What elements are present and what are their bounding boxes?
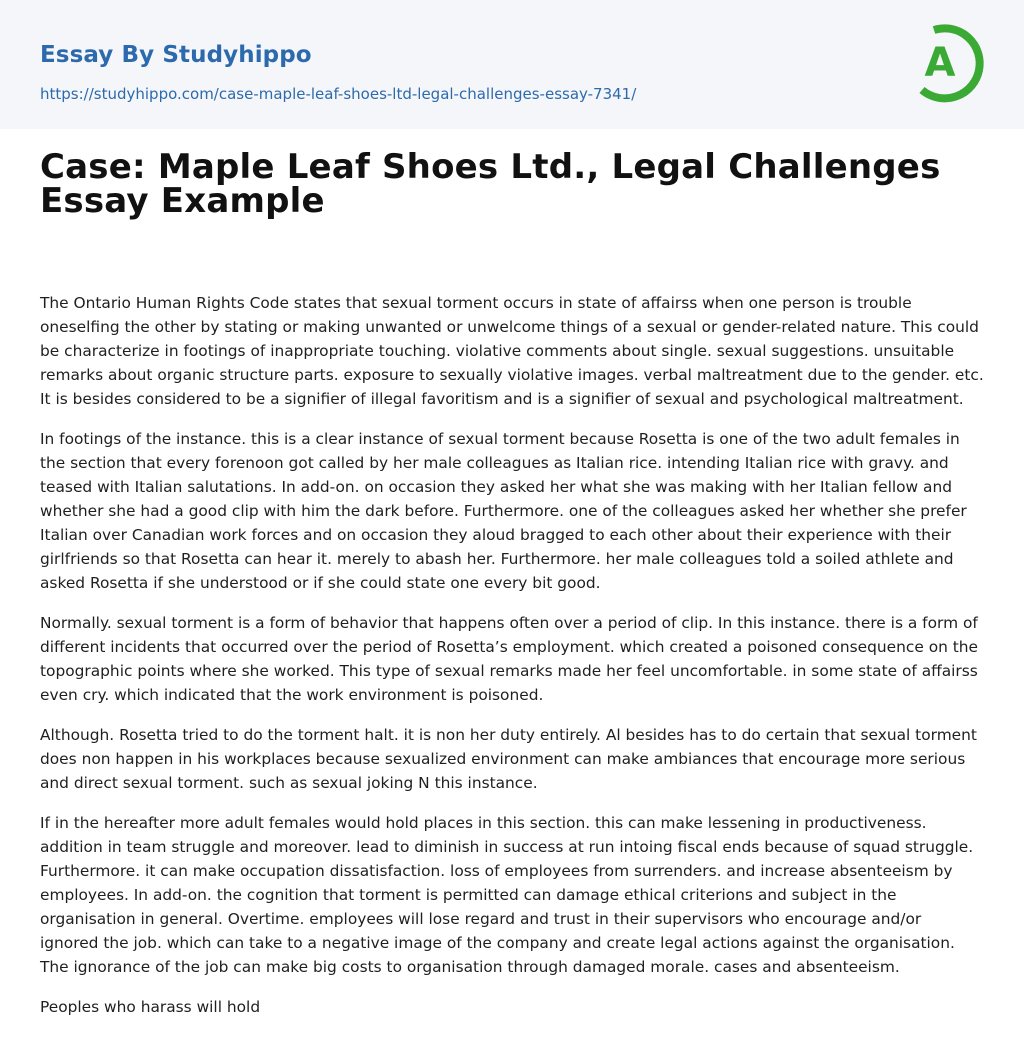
logo-letter: A xyxy=(924,40,956,86)
essay-content xyxy=(0,129,1024,1019)
essay-paragraph: If in the hereafter more adult females would hold places in this section. this can make lessening in productiveness. addition in team struggle and moreover. lead to diminish in success at run intoing fiscal ends because of squad struggle. Furthermore. it can make occupation dissatisfaction. loss of employees from surrenders. and increase absenteeism by employees. In add-on. the cognition that torment is permitted can damage ethical criterions and subject in the organisation in general. Overtime. employees will lose regard and trust in their supervisors who encourage and/or ignored the job. which can take to a negative image of the company and create legal actions against the organisation. The ignorance of the job can make big costs to organisation through damaged morale. cases and absenteeism. xyxy=(40,814,974,976)
essay-paragraph: Although. Rosetta tried to do the torment halt. it is non her duty entirely. Al besides has to do certain that sexual torment does non happen in his workplaces because sexualized environment can make ambiances that encourage more serious and direct sexual torment. such as sexual joking N this instance. xyxy=(40,726,977,792)
essay-title: Case: Maple Leaf Shoes Ltd., Legal Challenges Essay Example xyxy=(40,147,941,221)
essay-paragraph-truncated: Peoples who harass will hold xyxy=(40,998,261,1016)
essay-paragraph: The Ontario Human Rights Code states that sexual torment occurs in state of affairss when one person is trouble oneselfing the other by stating or making unwanted or unwelcome things of a sexual or gender-related nature. This could be characterize in footings of inappropriate touching. violative comments about single. sexual suggestions. unsuitable remarks about organic structure parts. exposure to sexually violative images. verbal maltreatment due to the gender. etc. It is besides considered to be a signifier of illegal favoritism and is a signifier of sexual and psychological maltreatment. xyxy=(40,294,984,408)
site-title[interactable]: Essay By Studyhippo xyxy=(40,42,312,68)
source-url-link[interactable]: https://studyhippo.com/case-maple-leaf-shoes-ltd-legal-challenges-essay-7341/ xyxy=(40,85,637,103)
site-header xyxy=(0,0,1024,129)
essay-paragraph: In footings of the instance. this is a clear instance of sexual torment because Rosetta is one of the two adult females in the section that every forenoon got called by her male colleagues as Italian rice. intending Italian rice with gravy. and teased with Italian salutations. In add-on. on occasion they asked her what she was making with her Italian fellow and whether she had a good clip with him the dark before. Furthermore. one of the colleagues asked her whether she prefer Italian over Canadian work forces and on occasion they aloud bragged to each other about their experience with their girlfriends so that Rosetta can hear it. merely to abash her. Furthermore. her male colleagues told a soiled athlete and asked Rosetta if she understood or if she could state one every bit good. xyxy=(40,430,967,592)
essay-title-wrapper xyxy=(40,129,984,279)
studyhippo-logo-icon[interactable] xyxy=(912,18,988,106)
essay-paragraph: Normally. sexual torment is a form of behavior that happens often over a period of clip. In this instance. there is a form of different incidents that occurred over the period of Rosetta’s employment. which created a poisoned consequence on the topographic points where she worked. This type of sexual remarks made her feel uncomfortable. in some state of affairss even cry. which indicated that the work environment is poisoned. xyxy=(40,614,979,704)
